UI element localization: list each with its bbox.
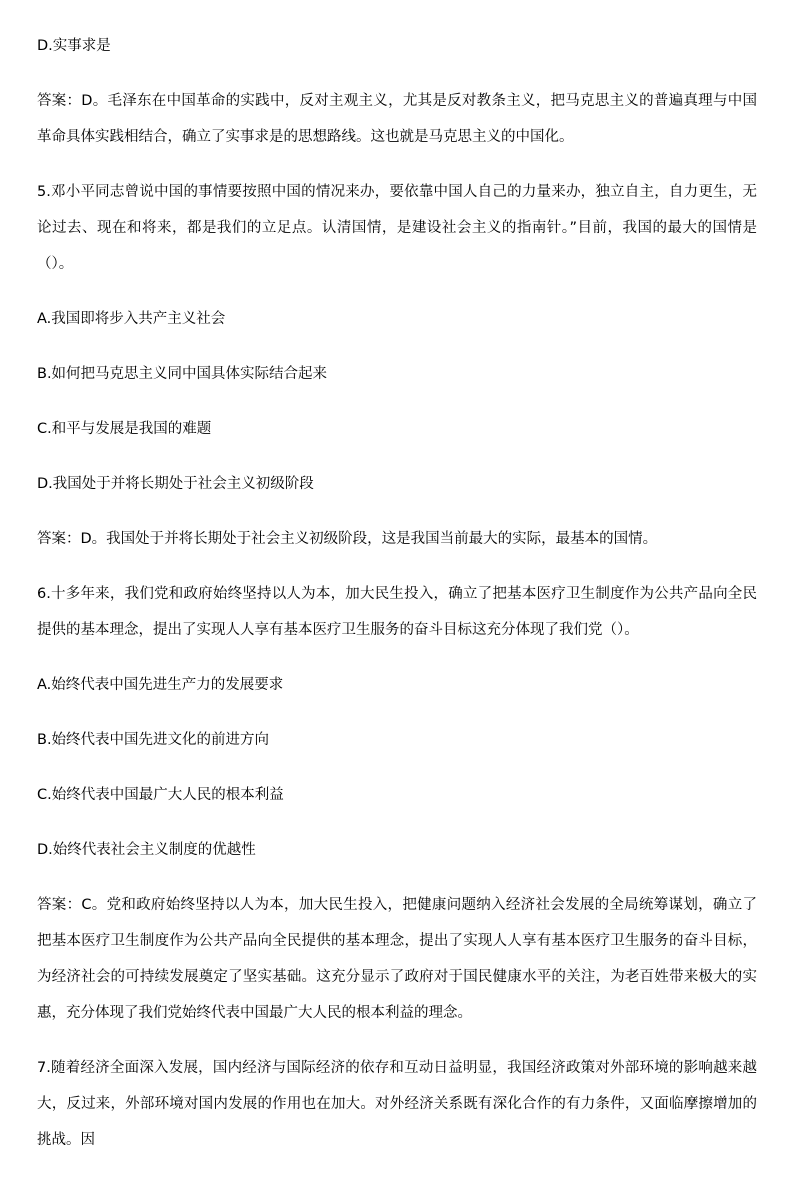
q5-option-a: A.我国即将步入共产主义社会 bbox=[37, 311, 226, 327]
q6-option-a: A.始终代表中国先进生产力的发展要求 bbox=[37, 677, 284, 693]
q5-answer: 答案：D。我国处于并将长期处于社会主义初级阶段，这是我国当前最大的实际，最基本的国情。 bbox=[37, 531, 658, 547]
q5-question: 5.邓小平同志曾说中国的事情要按照中国的情况来办，要依靠中国人自己的力量来办，独立自主，自力更生，无论过去、现在和将来，都是我们的立足点。认清国情，是建设社会主义的指南针。”目前，我国的最大的国情是（）。 bbox=[37, 184, 757, 272]
q6-option-b: B.始终代表中国先进文化的前进方向 bbox=[37, 732, 270, 748]
q5-option-b: B.如何把马克思主义同中国具体实际结合起来 bbox=[37, 366, 328, 382]
q4-answer: 答案：D。毛泽东在中国革命的实践中，反对主观主义，尤其是反对教条主义，把马克思主义的普遍真理与中国革命具体实践相结合，确立了实事求是的思想路线。这也就是马克思主义的中国化。 bbox=[37, 93, 757, 145]
q6-option-d: D.始终代表社会主义制度的优越性 bbox=[37, 842, 256, 858]
q6-question: 6.十多年来，我们党和政府始终坚持以人为本，加大民生投入，确立了把基本医疗卫生制度作为公共产品向全民提供的基本理念，提出了实现人人享有基本医疗卫生服务的奋斗目标这充分体现了我们党（）。 bbox=[37, 586, 757, 638]
document-page bbox=[37, 28, 757, 1177]
q5-option-c: C.和平与发展是我国的难题 bbox=[37, 421, 212, 437]
q5-option-d: D.我国处于并将长期处于社会主义初级阶段 bbox=[37, 476, 314, 492]
q4-option-d: D.实事求是 bbox=[37, 38, 111, 54]
q6-option-c: C.始终代表中国最广大人民的根本利益 bbox=[37, 787, 284, 803]
q6-answer: 答案：C。党和政府始终坚持以人为本，加大民生投入，把健康问题纳入经济社会发展的全局统筹谋划，确立了把基本医疗卫生制度作为公共产品向全民提供的基本理念，提出了实现人人享有基本医疗卫生服务的奋斗目标，为经济社会的可持续发展奠定了坚实基础。这充分显示了政府对于国民健康水平的关注，为老百姓带来极大的实惠，充分体现了我们党始终代表中国最广大人民的根本利益的理念。 bbox=[37, 897, 757, 1021]
q7-question: 7.随着经济全面深入发展，国内经济与国际经济的依存和互动日益明显，我国经济政策对外部环境的影响越来越大，反过来，外部环境对国内发展的作用也在加大。对外经济关系既有深化合作的有力条件，又面临摩擦增加的挑战。因 bbox=[37, 1060, 757, 1148]
